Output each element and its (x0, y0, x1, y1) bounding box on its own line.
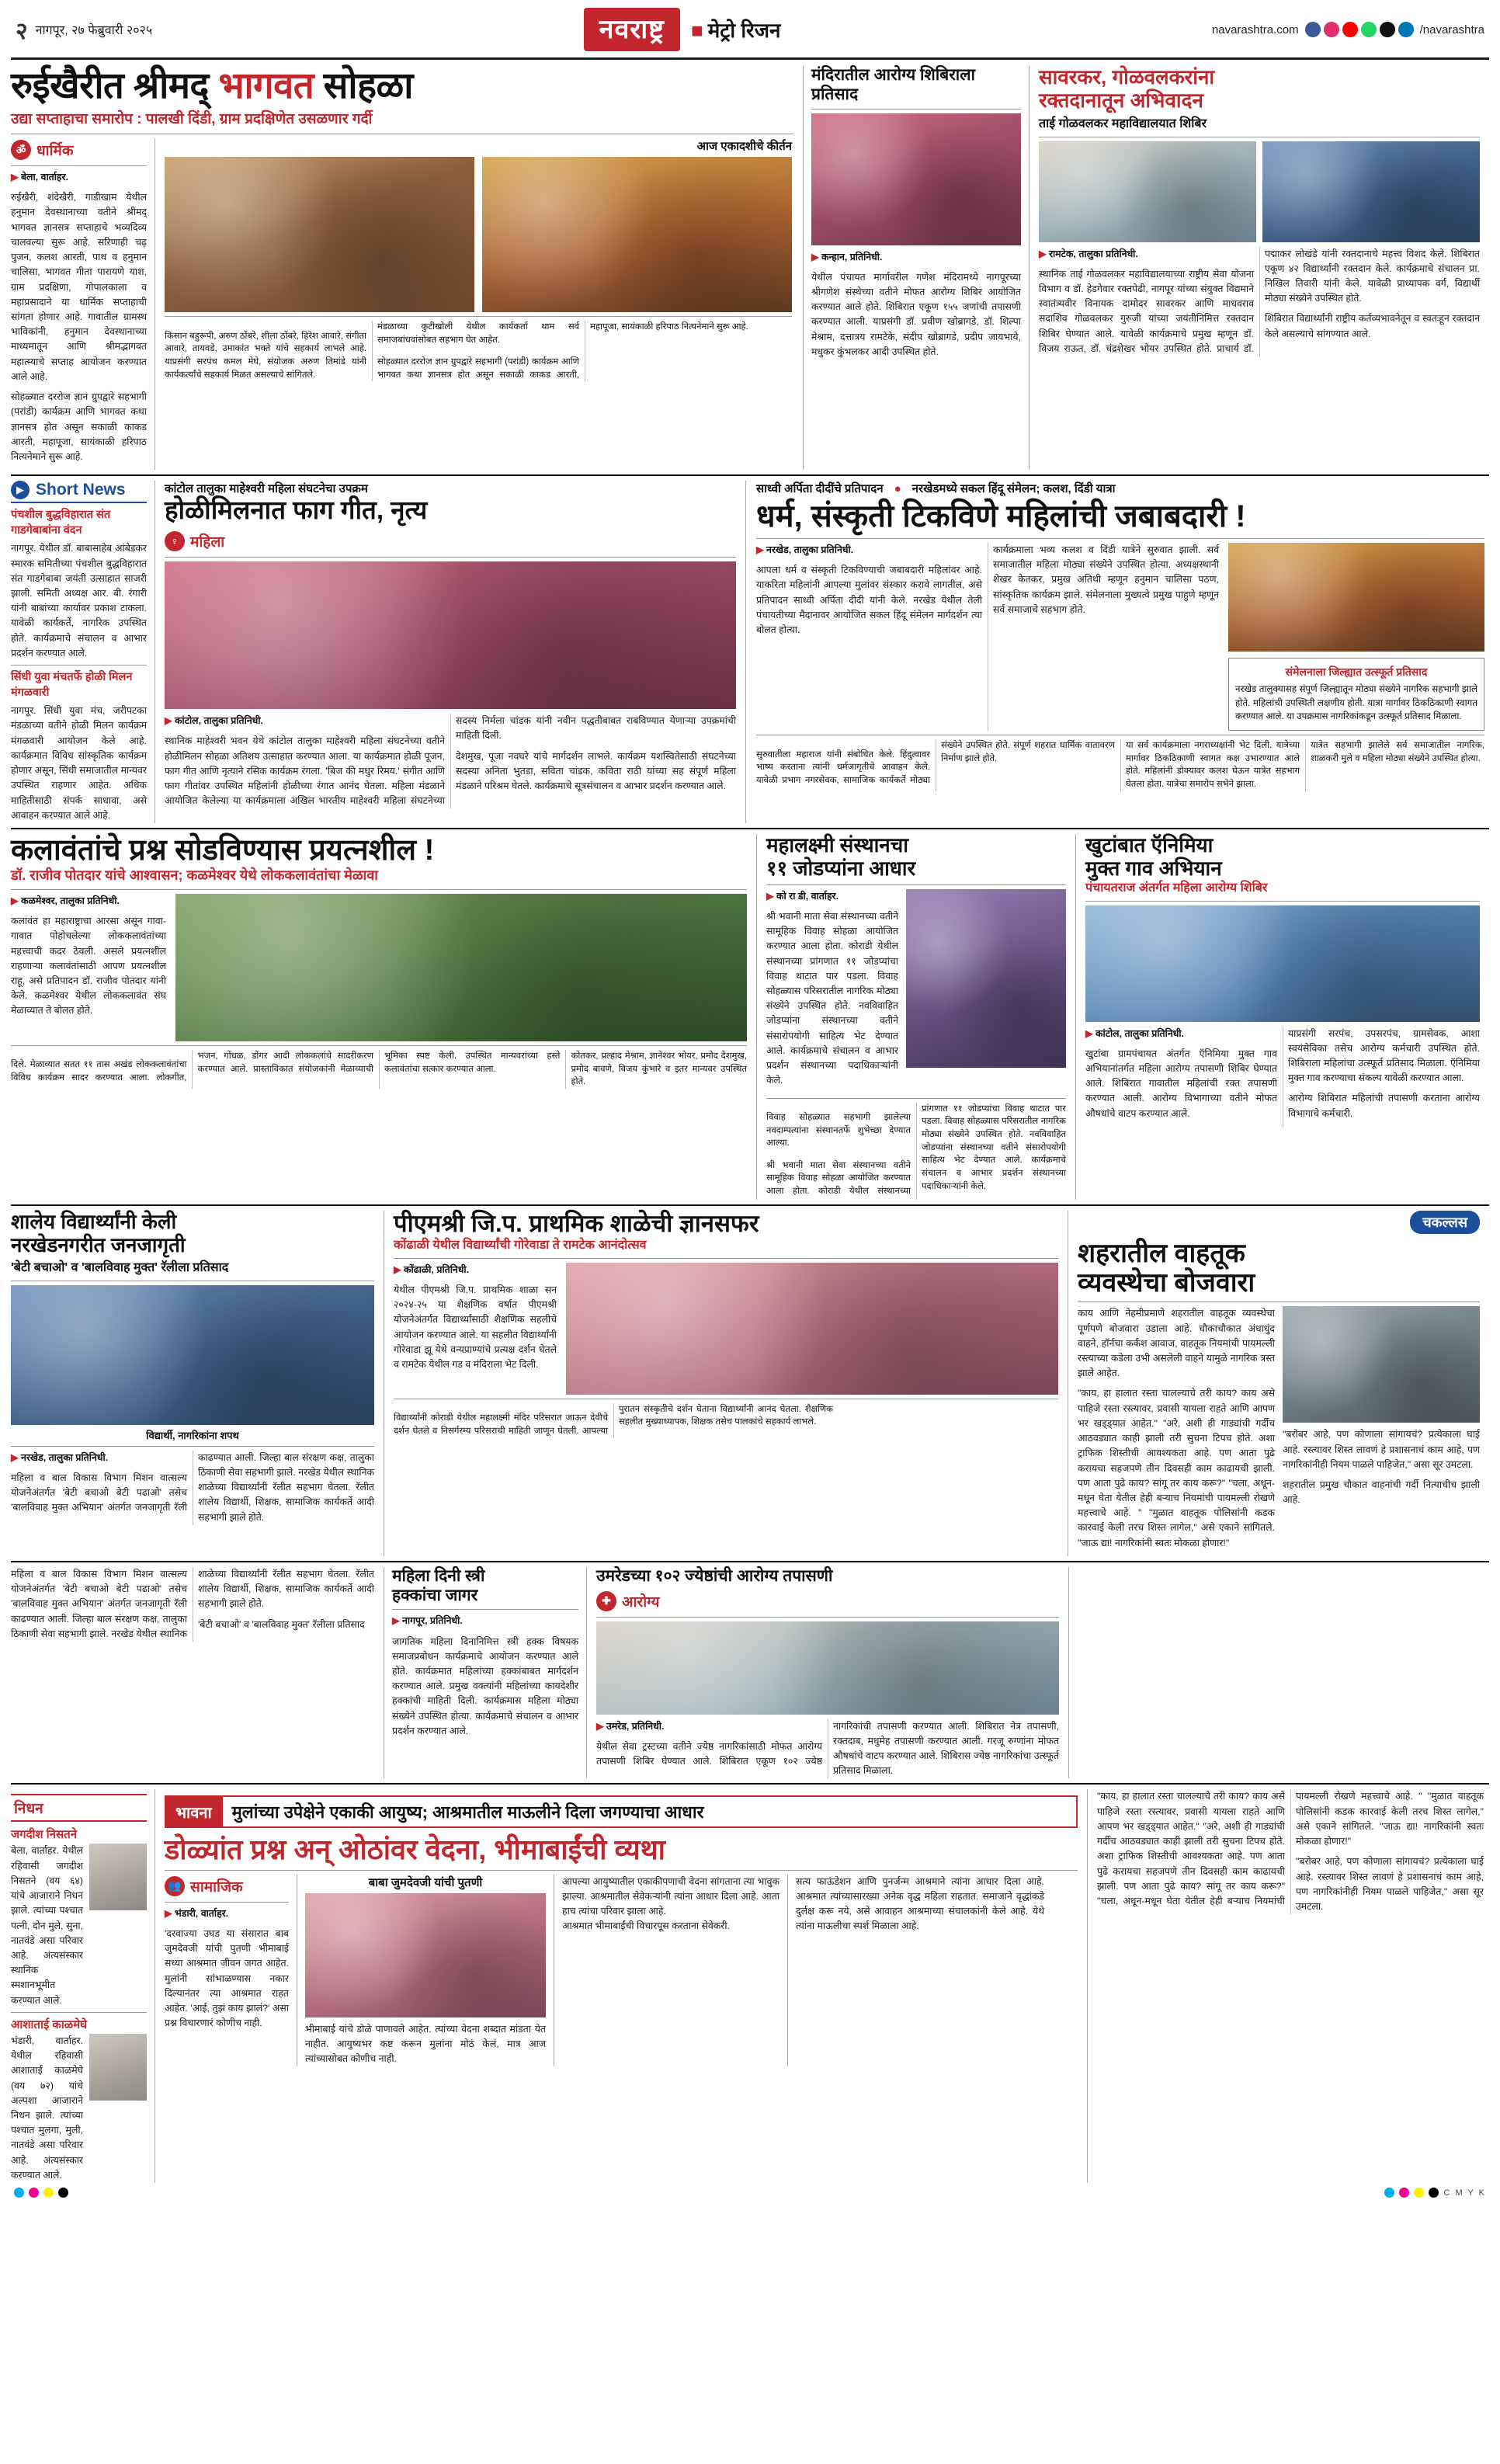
anemia-subhead: पंचायतराज अंतर्गत महिला आरोग्य शिबिर (1085, 881, 1268, 895)
yellow-dot-icon (43, 2188, 54, 2198)
health-camp-body: ▶ उमरेड, प्रतिनिधी. येथील सेवा ट्रस्टच्या वतीने ज्येष्ठ नागरिकांसाठी मोफत आरोग्य तपासणी शिबिर घेण्यात आले. शिबिरात एकूण १०२ ज्येष्ठ नागरिकांची तपासणी करण्यात आली. शिबिरात नेत्र तपासणी, रक्तदाब, मधुमेह तपासणी करण्यात आली. गरजू रुग्णांना मोफत औषधांचे वाटप करण्यात आले. शिबिरास ज्येष्ठ नागरिकांचा उत्स्फूर्त प्रतिसाद मिळाला. (596, 1720, 1059, 1777)
people-icon: 👥 (165, 1876, 185, 1896)
pmshri-photo (566, 1263, 1058, 1395)
lead-photo-1 (165, 157, 474, 312)
x-icon[interactable] (1380, 22, 1395, 37)
womens-day-story (384, 1567, 586, 1779)
women-note-text: नरखेड तालुक्यासह संपूर्ण जिल्ह्यातून मोठ्या संख्येने नागरिक सहभागी झाले होते. महिलांची उपस्थिती लक्षणीय होती. यात्रा मार्गावर ठिकठिकाणी स्वागत करण्यात आले. या उपक्रमास नागरिकांकडून उत्स्फूर्त प्रतिसाद मिळाला. (1235, 683, 1477, 722)
chakallas-pill-wrap (1078, 1211, 1480, 1234)
mahalaxmi-photo (906, 889, 1066, 1068)
obituary-name: जगदीश निसतने (11, 1828, 78, 1842)
dateline: ▶ कांटोल, तालुका प्रतिनिधी. (1085, 1027, 1184, 1039)
school-rally-body: ▶ नरखेड, तालुका प्रतिनिधी. महिला व बाल विकास विभाग मिशन वात्सल्य योजनेअंतर्गत 'बेटी बचाओ बेटी पढाओ' तसेच 'बालविवाह मुक्त अभियान' अंतर्गत जनजागृती रॅली काढण्यात आली. जिल्हा बाल संरक्षण कक्ष, तालुका ठिकाणी सेवा सहभागी झाले. नरखेड येथील स्थानिक शाळेच्या विद्यार्थ्यांनी रॅलीत सहभाग घेतला. रॅलीत शालेय विद्यार्थी, शिक्षक, सामाजिक कार्यकर्ते आदी सहभागी झाले होते. (11, 1451, 374, 1523)
magenta-dot-icon (1399, 2188, 1409, 2198)
footer (11, 2183, 1489, 2198)
dateline: ▶ भंडारी, वार्ताहर. (165, 1907, 229, 1919)
artists-headline: कलावंतांचे प्रश्न सोडविण्यास प्रयत्नशील ! (11, 833, 435, 867)
anemia-headline: खुटांबात ऍनिमिया मुक्त गाव अभियान (1085, 832, 1222, 880)
traffic-headline: शहरातील वाहतूक व्यवस्थेचा बोजवारा (1078, 1239, 1255, 1298)
pmshri-headline: पीएमश्री जि.प. प्राथमिक शाळेची ज्ञानसफर (394, 1210, 759, 1238)
bhavana-caption: आश्रमात भीमाबाईंची विचारपूस करताना सेवेकरी. (562, 1920, 730, 1932)
short-news-item-title[interactable]: पंचशील बुद्धविहारात संत गाडगेबाबांना वंदन (11, 509, 111, 537)
registration-dots-right (1384, 2188, 1486, 2198)
women-body-left: ▶ नरखेड, तालुका प्रतिनिधी. आपला धर्म व संस्कृती टिकविण्याची जबाबदारी महिलांवर आहे. याकरिता महिलांनी आपल्या मुलांवर संस्कार करावे लागतील, असे प्रतिपादन साध्वी अर्पिता दीदी यांनी केले. नरखेड येथील तेली पंचायतीच्या मैदानावर आयोजित सकल हिंदू संमेलन मार्गदर्शन त्या बोलत होत्या. कार्यक्रमाला भव्य कलश व दिंडी यात्रेने सुरुवात झाली. सर्व समाजातील महिला मोठ्या संख्येने उपस्थित होत्या. अध्यक्षस्थानी शेखर केतकर, प्रमुख अतिथी म्हणून हनुमान चालिसा पठण, सांस्कृतिक कार्यक्रम झाले. संमेलनाला मुख्यत्वे प्रमुख पाहुणे म्हणून सर्व समाजाचे सहभाग होते. (756, 544, 1219, 636)
newspaper-icon: ▶ (11, 481, 30, 499)
traffic-right (1283, 1306, 1480, 1556)
social-handle[interactable]: /navarashtra (1419, 23, 1484, 36)
pmshri-subhead: कोंढाळी येथील विद्यार्थ्यांची गोरेवाडा ते रामटेक आनंदोत्सव (394, 1238, 647, 1252)
om-icon: ॐ (11, 140, 31, 160)
mahalaxmi-caption: विवाह सोहळ्यात सहभागी झालेल्या नवदाम्पत्यांना संस्थानतर्फे शुभेच्छा देण्यात आल्या. श्री भवानी माता सेवा संस्थानच्या वतीने सामूहिक विवाह सोहळा आयोजित करण्यात आला होता. कोराडी येथील संस्थानच्या प्रांगणात ११ जोडप्यांचा विवाह थाटात पार पडला. विवाह सोहळ्यास परिसरातील नागरिक मोठ्या संख्येने उपस्थित होते. नवविवाहित जोडप्यांना संस्थानच्या वतीने संसारोपयोगी साहित्य भेट देण्यात आले. कार्यक्रमाचे संचालन व आभार प्रदर्शन संस्थानच्या पदाधिकाऱ्यांनी केले. (766, 1103, 1066, 1196)
linkedin-icon[interactable] (1398, 22, 1414, 37)
obituary-column (11, 1789, 155, 2183)
square-bullet-icon: ■ (691, 19, 703, 42)
women-kicker-right: नरखेडमध्ये सकल हिंदू संमेलन; कलश, दिंडी यात्रा (911, 482, 1116, 496)
masthead-left (16, 14, 152, 46)
school-rally-story (11, 1211, 384, 1556)
obituary-header (11, 1794, 147, 1822)
holi-kicker: कांटोल तालुका माहेश्वरी महिला संघटनेचा उपक्रम (165, 482, 368, 496)
black-dot-icon (58, 2188, 68, 2198)
artists-subhead: डॉ. राजीव पोतदार यांचे आश्वासन; कळमेश्वर येथे लोककलावंतांचा मेळावा (11, 867, 378, 884)
women-side-note (1228, 658, 1484, 731)
school-rally-continued: महिला व बाल विकास विभाग मिशन वात्सल्य योजनेअंतर्गत 'बेटी बचाओ बेटी पढाओ' तसेच 'बालविवाह मुक्त अभियान' अंतर्गत जनजागृती रॅली काढण्यात आली. जिल्हा बाल संरक्षण कक्ष, तालुका ठिकाणी सेवा सहभागी झाले. नरखेड येथील स्थानिक शाळेच्या विद्यार्थ्यांनी रॅलीत सहभाग घेतला. रॅलीत शालेय विद्यार्थी, शिक्षक, सामाजिक कार्यकर्ते आदी सहभागी झाले होते. 'बेटी बचाओ' व 'बालविवाह मुक्त' रॅलीला प्रतिसाद (11, 1568, 374, 1639)
short-news-header (11, 481, 147, 503)
instagram-icon[interactable] (1324, 22, 1339, 37)
temple-health-headline: मंदिरातील आरोग्य शिबिराला प्रतिसाद (811, 66, 975, 103)
temple-health-body: ▶ कन्हान, प्रतिनिधी. येथील पंचायत मार्गावरील गणेश मंदिरामध्ये नागपूरच्या श्रीगणेश संस्थेच्या वतीने मोफत आरोग्य शिबिर आयोजित करण्यात आले होते. शिबिरात एकूण १५५ जणांची तपासणी करण्यात आली. याप्रसंगी डॉ. प्रवीण खोब्रागडे, डॉ. शिल्पा मेश्राम, दत्तात्रय रामटेके, संदीप खोब्रागडे, प्रदीप जायभाये, मधुकर कुंभलकर आदी उपस्थित होते. (811, 251, 1021, 357)
section-tag-mahila: ♀ महिला (165, 530, 224, 553)
website-url[interactable]: navarashtra.com (1211, 23, 1299, 36)
sixth-band (11, 1789, 1489, 2183)
artists-body-left: ▶ कळमेश्वर, तालुका प्रतिनिधी. कलावंत हा महाराष्ट्राचा आरसा असून गावा-गावात पोहोचलेल्या लोककलावंतांच्या महत्त्वाची कदर ठेवली. असले प्रयत्नशील राहणाऱ्या कलावंतांसाठी आपण प्रयत्नशील राहू, असे प्रतिपादन डॉ. राजीव पोतदार यांनी केले. कळमेश्वर येथील लोककलावंत संघ मेळाव्यात ते बोलत होते. (11, 895, 166, 1017)
bhavana-col-3 (554, 1875, 787, 2067)
edition-date: नागपूर, २७ फेब्रुवारी २०२५ (35, 24, 153, 37)
dateline: ▶ नरखेड, तालुका प्रतिनिधी. (11, 1451, 109, 1463)
blood-donation-story (1030, 66, 1480, 470)
traffic-story (1068, 1211, 1480, 1556)
top-section (11, 66, 1489, 470)
bhavana-headline: डोळ्यांत प्रश्न अन् ओठांवर वेदना, भीमाबाईंची व्यथा (165, 1833, 665, 1866)
women-headline: धर्म, संस्कृती टिकविणे महिलांची जबाबदारी ! (756, 499, 1246, 534)
bhavana-banner (165, 1795, 1078, 1828)
women-responsibility-story (747, 481, 1484, 823)
facebook-icon[interactable] (1305, 22, 1321, 37)
masthead (11, 0, 1489, 60)
temple-health-photo (811, 113, 1021, 245)
dateline: ▶ को रा डी, वार्ताहर. (766, 890, 839, 902)
obituary-portrait (89, 2034, 147, 2101)
dateline: ▶ बेला, वार्ताहर. (11, 172, 69, 183)
traffic-body-left: काय आणि नेहमीप्रमाणे शहरातील वाहतूक व्यवस्थेचा पूर्णपणे बोजवारा उडाला आहे. चौकाचौकात अंधाधुंद वाहने, हॉर्नचा कर्कश आवाज, वाहतूक नियमांची पायमल्ली रस्त्याच्या कडेला उभी असलेली वाहने यामुळे नागरिक त्रस्त झाले आहेत. "काय, हा हालात रस्ता चालल्याचे तरी काय? काय असे पाहिजे रस्ता रस्त्यावर, प्रवासी यायला राहते आणि आपण भर खड्ड्यात आहेत." "अरे, अशी ही गाड्यांची गर्दीच आठवड्यात काही झाली तरी सुचना टिपच होते. अशा ट्राफिक शिस्तीची आवश्यकता आहे. पण आता पुढे करायचा सहजपणे तीन दिवसही काम काढायची झाली. पण आता पुढे काय? सांगू तर काय करू?" "चला, अधून-मधून घेता येतील हेही बऱ्याच नियमांची पायमल्ली रोखणे महत्त्वाचे आहे. " "मुळात वाहतूक पोलिसांनी कडक कारवाई केली तरच शिस्त लागेल," असे एकाने सांगितले. "जाऊ द्या! नागरिकांनी स्वतः मोकळा होणार!" (1078, 1308, 1275, 1548)
health-camp-photo (596, 1621, 1059, 1715)
edition-name: ■ मेट्रो रिजन (691, 19, 781, 42)
obituary-text: भंडारी, वार्ताहर. येथील रहिवासी आशाताई काळमेघे (वय ७२) यांचे अल्पशा आजाराने निधन झाले. त्यांच्या पश्चात मुलगा, मुली, नातवंडे असा परिवार आहे. अंत्यसंस्कार करण्यात आले. (11, 2035, 83, 2181)
holi-body: ▶ कांटोल, तालुका प्रतिनिधी. स्थानिक माहेश्वरी भवन येथे कांटोल तालुका माहेश्वरी महिला संघटनेच्या वतीने होळीमिलन सोहळा अतिशय उत्साहात करण्यात आला. या कार्यक्रमात होळी पूजन, फाग गीत आणि नृत्याने रसिक कार्यक्रम रंगला. 'बिज की मधुर रिमय.' संगीत आणि फाग गीतांवर उपस्थित महिलांनी होळीच्या रंगात आनंद घेतला. महिला मंडळाने आयोजित केलेल्या या कार्यक्रमाला अखिल भारतीय माहेश्वरी महिला संघटनेच्या सदस्य निर्मला चांडक यांनी नवीन पद्धतीबाबत राबविण्यात येणाऱ्या उपक्रमांची माहिती दिली. देशमुख, पूजा नवघरे यांचे मार्गदर्शन लाभले. कार्यक्रम यशस्वितेसाठी संघटनेच्या सदस्या अनिता भुतडा, सविता चांडक, कविता राठी यांच्या सह संपूर्ण महिला मंडळाने परिश्रम घेतले. कार्यक्रमाचे सूत्रसंचालन व आभार प्रदर्शन करण्यात आले. (165, 715, 736, 807)
short-news-column (11, 481, 155, 823)
bhavana-text-3: आपल्या आयुष्यातील एकाकीपणाची वेदना सांगताना त्या भावुक झाल्या. आश्रमातील सेवेकऱ्यांनी त्यांना आधार दिला आहे. आता हाच त्यांचा परिवार झाला आहे. (562, 1875, 780, 1917)
holi-story (155, 481, 745, 823)
dateline: ▶ उमरेड, प्रतिनिधी. (596, 1720, 665, 1732)
traffic-body-continued: "काय, हा हालात रस्ता चालल्याचे तरी काय? काय असे पाहिजे रस्ता रस्त्यावर, प्रवासी यायला राहते आणि आपण भर खड्ड्यात आहेत." "अरे, अशी ही गाड्यांची गर्दीच आठवड्यात काही झाली तरी सुचना टिपच होते. अशा ट्राफिक शिस्तीची आवश्यकता आहे. पण आता पुढे करायचा सहजपणे तीन दिवसही काम काढायची झाली. पण आता पुढे काय? सांगू तर काय करू?" "चला, अधून-मधून घेता येतील हेही बऱ्याच नियमांची पायमल्ली रोखणे महत्त्वाचे आहे. " "मुळात वाहतूक पोलिसांनी कडक कारवाई केली तरच शिस्त लागेल," असे एकाने सांगितले. "जाऊ द्या! नागरिकांनी स्वतः मोकळा होणार!" "बरोबर आहे, पण कोणाला सांगायचं? प्रत्येकाला घाई आहे. रस्त्यावर शिस्त लावणं हे प्रशासनाचं काम आहे, पण नागरिकांनीही नियम पाळले पाहिजेत," असा सूर उमटला. (1097, 1791, 1484, 1913)
fifth-band (11, 1567, 1489, 1779)
obituary-entry (11, 2034, 147, 2183)
bhavana-col-tag (165, 1875, 297, 2067)
bhavana-text-2: भीमाबाई यांचे डोळे पाणावले आहेत. त्यांच्या वेदना शब्दात मांडता येत नाहीत. आयुष्यभर कष्ट करून मुलांना मोठं केलं, मात्र आज त्यांच्यासोबत कोणीच नाही. (305, 2023, 546, 2065)
bhavana-banner-text: मुलांच्या उपेक्षेने एकाकी आयुष्य; आश्रमातील माऊलीने दिला जगण्याचा आधार (223, 1795, 1078, 1828)
dateline: ▶ कन्हान, प्रतिनिधी. (811, 251, 883, 262)
bhavana-col-photo (297, 1875, 554, 2067)
short-news-item-text: नागपूर. येथील डॉ. बाबासाहेब आंबेडकर स्मारक समितीच्या पंचशील बुद्धविहारात संत गाडगेबाबा जयंती उत्साहात साजरी झाली. समिती अध्यक्ष आर. बी. रंगारी यांनी बाबांच्या कार्यावर प्रकाश टाकला. यावेळी कार्यकर्ते, नागरिक उपस्थित होते. कार्यक्रमाचे संचालन व आभार प्रदर्शन करण्यात आले. (11, 543, 147, 659)
short-news-title: Short News (36, 481, 126, 499)
dateline: ▶ रामटेक, तालुका प्रतिनिधी. (1039, 248, 1138, 259)
dateline: ▶ नागपूर, प्रतिनिधी. (392, 1615, 463, 1627)
traffic-body-right: "बरोबर आहे, पण कोणाला सांगायचं? प्रत्येकाला घाई आहे. रस्त्यावर शिस्त लावणं हे प्रशासनाचं काम आहे, पण नागरिकांनीही नियम पाळले पाहिजेत," असा सूर उमटला. शहरातील प्रमुख चौकात वाहनांची गर्दी नित्याचीच झाली आहे. (1283, 1429, 1480, 1506)
women-body-bottom: सुरुवातीला महाराज यांनी संबोधित केले. हिंदुत्वावर भाष्य करताना त्यांनी धर्मजागृतीचे आवाहन केले. यावेळी प्रभाग नगरसेवक, सामाजिक कार्यकर्ते मोठ्या संख्येने उपस्थित होते. संपूर्ण शहरात धार्मिक वातावरण निर्माण झाले होते. या सर्व कार्यक्रमाला नगराध्यक्षांनी भेट दिली. यात्रेच्या मार्गावर ठिकठिकाणी स्वागत कक्ष उभारण्यात आले होते. महिलांनी डोक्यावर कलश घेऊन यात्रेत सहभाग घेतला होता. यात्रेचा समारोप सभेने झाला. यात्रेत सहभागी झालेले सर्व समाजातील नागरिक, शाळकरी मुले व महिला मोठ्या संख्येने उपस्थित होत्या. (756, 741, 1484, 790)
masthead-right (1212, 22, 1484, 37)
obituary-tag: निधन (14, 1801, 43, 1818)
youtube-icon[interactable] (1342, 22, 1358, 37)
anemia-photo (1085, 905, 1480, 1022)
dateline: ▶ नरखेड, तालुका प्रतिनिधी. (756, 544, 854, 555)
school-rally-photo (11, 1285, 374, 1425)
second-band (11, 481, 1489, 823)
yellow-dot-icon (1414, 2188, 1424, 2198)
anemia-body: ▶ कांटोल, तालुका प्रतिनिधी. खुटांबा ग्रामपंचायत अंतर्गत ऍनिमिया मुक्त गाव अभियानांतर्गत महिला आरोग्य तपासणी शिबिर घेण्यात आले. शिबिरात गावातील महिलांची रक्त तपासणी करण्यात आली. आरोग्य विभागाच्या वतीने मोफत औषधांचे वाटप करण्यात आले. याप्रसंगी सरपंच, उपसरपंच, ग्रामसेवक, आशा स्वयंसेविका तसेच आरोग्य कर्मचारी उपस्थित होते. शिबिराला महिलांचा उत्स्फूर्त प्रतिसाद मिळाला. ऍनिमिया मुक्त गाव करण्याचा संकल्प यावेळी करण्यात आला. आरोग्य शिबिरात महिलांची तपासणी करताना आरोग्य विभागाचे कर्मचारी. (1085, 1027, 1480, 1119)
blood-donation-body: ▶ रामटेक, तालुका प्रतिनिधी. स्थानिक ताई गोळवलकर महाविद्यालयाच्या राष्ट्रीय सेवा योजना विभाग व डॉ. हेडगेवार रक्तपेढी, नागपूर यांच्या संयुक्त विद्यमाने स्वातंत्र्यवीर विनायक दामोदर सावरकर आणि माधवराव सदाशिव गोळवलकर गुरुजी यांच्या जयंतीनिमित्त रक्तदान शिबिर घेण्यात आले. यावेळी कार्यक्रमाचे प्रमुख म्हणून डॉ. विजय राऊत, डॉ. चंद्रशेखर भोयर उपस्थित होते. प्राचार्य डॉ. पद्माकर लोखंडे यांनी रक्तदानाचे महत्त्व विशद केले. शिबिरात एकूण ४२ विद्यार्थ्यांनी रक्तदान केले. कार्यक्रमाचे संचालन प्रा. निखिल तिवारी यांनी केले. यावेळी प्राध्यापक वर्ग, विद्यार्थी मोठ्या संख्येने उपस्थित होते. शिबिरात विद्यार्थ्यांनी राष्ट्रीय कर्तव्यभावनेतून व स्वतःहून रक्तदान केले असल्याचे सांगण्यात आले. (1039, 248, 1480, 354)
lead-photo-2 (482, 157, 792, 312)
bhavana-label: भावना (165, 1795, 223, 1828)
cyan-dot-icon (14, 2188, 24, 2198)
womens-day-headline: महिला दिनी स्त्री हक्कांचा जागर (392, 1566, 485, 1604)
health-camp-headline: उमरेडच्या १०२ ज्येष्ठांची आरोग्य तपासणी (596, 1566, 833, 1585)
women-kicker-left: साध्वी अर्पिता दीदींचे प्रतिपादन (756, 482, 884, 496)
section-tag-samajik: 👥 सामाजिक (165, 1875, 243, 1898)
publication-logo: नवराष्ट्र (584, 8, 680, 51)
dateline: ▶ कोंढाळी, प्रतिनिधी. (394, 1263, 470, 1275)
cyan-dot-icon (1384, 2188, 1394, 2198)
lead-story (11, 66, 803, 470)
pmshri-body-bottom: विद्यार्थ्यांनी कोराडी येथील महालक्ष्मी मंदिर परिसरात जाऊन देवीचे दर्शन घेतले व निसर्गरम्य परिसराची माहिती जाणून घेतली. आपल्या पुरातन संस्कृतीचे दर्शन घेताना विद्यार्थ्यांनी आनंद घेतला. शैक्षणिक सहलीत मुख्याध्यापक, शिक्षक तसेच पालकांचे सहकार्य लाभले. (394, 1404, 833, 1436)
artists-story (11, 834, 756, 1200)
chakallas-pill[interactable]: चकल्लस (1410, 1211, 1480, 1234)
masthead-center (584, 8, 781, 51)
blood-donation-headline: सावरकर, गोळवलकरांना रक्तदानातून अभिवादन (1039, 65, 1215, 112)
dateline: ▶ कांटोल, तालुका प्रतिनिधी. (165, 715, 263, 727)
blood-donation-photo-2 (1262, 141, 1480, 242)
holi-headline: होळीमिलनात फाग गीत, नृत्य (165, 495, 428, 525)
health-icon: ✚ (596, 1591, 616, 1611)
lead-body-col1: ▶ बेला, वार्ताहर. रुईखैरी, शंदेखैरी, गाडीखाम येथील हनुमान देवस्थानाच्या वतीने श्रीमद् भागवत ज्ञानसत्र सप्ताहाचे भव्यदिव्य चालवल्या सुरू आहे. सरिणाही चढ़ पुजन, कलश आरती, पाथ व हनुमान चालिसा, भागवत गीता पारायणे याश, ग्राम प्रदक्षिणा, गोपालकाला व महाप्रसादाने या धार्मिक सप्ताहाची सांगता होणार आहे. गावातील ग्रामस्थ भाविकांनी, हनुमान देवस्थानाच्या माध्यमातून आणि श्रीमद्भागवत महात्म्याचे सप्ताह आयोजन करण्यात आले आहे. सोहळ्यात दररोज ज्ञान ग्रुपद्वारे सहभागी (परांडी) कार्यक्रम आणि भागवत कथा ज्ञानसत्र होत असून सकाळी काकड आरती, महापूजा, सायंकाळी हरिपाठ नित्यनेमाने सुरू आहे. (11, 172, 147, 462)
pmshri-story (384, 1211, 1068, 1556)
artists-photo (175, 894, 747, 1041)
pmshri-body-left: ▶ कोंढाळी, प्रतिनिधी. येथील पीएमश्री जि.प. प्राथमिक शाळा सन २०२४-२५ या शैक्षणिक वर्षात पीएमश्री योजनेअंतर्गत विद्यार्थ्यांसाठी शैक्षणिक सहलीचे आयोजन करण्यात आले. या सहलीत विद्यार्थ्यांनी गोरेवाडा झू येथे वन्यप्राण्यांचे प्रत्यक्ष दर्शन घेतले व रामटेक येथील गड व मंदिराला भेट दिली. (394, 1263, 557, 1371)
artists-photo-wrap (175, 894, 747, 1041)
blood-donation-photo-1 (1039, 141, 1256, 242)
mahalaxmi-headline: महालक्ष्मी संस्थानचा ११ जोडप्यांना आधार (766, 832, 916, 880)
obituary-text: बेला, वार्ताहर. येथील रहिवासी जगदीश निसतने (वय ६४) यांचे आजाराने निधन झाले. त्यांच्या पश्चात पत्नी, दोन मुले, सुना, नातवंडे असा परिवार आहे. अंत्यसंस्कार स्थानिक स्मशानभूमीत करण्यात आले. (11, 1845, 83, 2006)
holi-photo (165, 561, 736, 709)
cmyk-label: C M Y K (1443, 2188, 1486, 2198)
women-note-title: संमेलनाला जिल्ह्यात उत्स्फूर्त प्रतिसाद (1285, 665, 1428, 678)
section-tag-arogya: ✚ आरोग्य (596, 1590, 659, 1613)
page-number: २ (16, 18, 28, 44)
obituary-entry (11, 1844, 147, 2007)
third-band (11, 834, 1489, 1200)
school-rally-subhead: 'बेटी बचाओ' व 'बालविवाह मुक्त' रॅलीला प्रतिसाद (11, 1260, 229, 1274)
lead-subhead: उद्या सप्ताहाचा समारोप : पालखी दिंडी, ग्राम प्रदक्षिणेत उसळणार गर्दी (11, 111, 373, 128)
women-kickers: साध्वी अर्पिता दीदींचे प्रतिपादन ● नरखेडमध्ये सकल हिंदू संमेलन; कलश, दिंडी यात्रा (756, 481, 1116, 496)
section-tag-dharmik: ॐ धार्मिक (11, 138, 73, 162)
mahalaxmi-body: ▶ को रा डी, वार्ताहर. श्री भवानी माता सेवा संस्थानच्या वतीने सामूहिक विवाह सोहळा आयोजित करण्यात आला होता. कोराडी येथील संस्थानच्या प्रांगणात ११ जोडप्यांचा विवाह थाटात पार पडला. विवाह सोहळ्यास परिसरातील नागरिक मोठ्या संख्येने उपस्थित होते. नवविवाहित जोडप्यांना संस्थानच्या वतीने संसारोपयोगी साहित्य भेट देण्यात आले. कार्यक्रमाचे संचालन व आभार प्रदर्शन संस्थानच्या पदाधिकाऱ्यांनी केले. (766, 890, 898, 1086)
women-photo (1228, 543, 1484, 652)
lead-right-column (155, 138, 792, 470)
obituary-portrait (89, 1844, 147, 1910)
artists-body-bottom: दिले. मेळाव्यात सतत ११ तास अखंड लोककलावंतांचा विविध कार्यक्रम सादर करण्यात आला. लोकगीत, भजन, गोंधळ, डोंगर आदी लोककलांचे सादरीकरण करण्यात आले. प्रास्ताविकात संयोजकांनी मेळाव्याची भूमिका स्पष्ट केली. उपस्थित मान्यवरांच्या हस्ते कलावंतांचा सत्कार करण्यात आला. कोतकर, प्रल्हाद मेश्राम, ज्ञानेश्वर भोयर, प्रमोद देशमुख, प्रमोद बावणे, विजय कुंभारे व इतर मान्यवर उपस्थित होते. (11, 1051, 747, 1087)
bhavana-text-1: ▶ भंडारी, वार्ताहर. 'दरवाज्या उघड या संसारात बाब जुमदेवजी यांची पुतणी भीमाबाई सध्या आश्रमात जीवन जगत आहेत. मुलांनी सांभाळण्यास नकार दिल्यानंतर त्या आश्रमात राहत आहेत. 'आई, तुझं काय झालं?' असा प्रश्न विचारणारं कोणीच नाही. (165, 1907, 289, 2029)
traffic-photo (1283, 1306, 1480, 1423)
woman-icon: ♀ (165, 531, 185, 551)
traffic-continued (1088, 1789, 1484, 2183)
obituary-name: आशाताई काळमेघे (11, 2017, 88, 2031)
school-rally-headline: शालेय विद्यार्थ्यांनी केली नरखेडनगरीत जनजागृती (11, 1210, 186, 1257)
social-icons[interactable] (1305, 22, 1414, 37)
bhavana-text-4: सत्य फाऊंडेशन आणि पुनर्जन्म आश्रमाने त्यांना आधार दिला आहे. आश्रमात त्यांच्यासारख्या अनेक वृद्ध महिला राहतात. समाजाने वृद्धांकडे दुर्लक्ष करू नये, असे आवाहन आश्रमाच्या संचालकांनी केले आहे. येथे त्यांना माऊलीचा स्पर्श मिळाला आहे. (796, 1875, 1044, 1932)
blood-donation-subhead: ताई गोळवलकर महाविद्यालयात शिबिर (1039, 116, 1207, 130)
whatsapp-icon[interactable] (1361, 22, 1377, 37)
lead-kicker: आज एकादशीचे कीर्तन (696, 140, 792, 154)
black-dot-icon (1429, 2188, 1439, 2198)
short-news-item-text: नागपूर. सिंधी युवा मंच, जरीपटका मंडळाच्या वतीने होळी मिलन कार्यक्रम मंगळवारी आयोजन केले आहे. कार्यक्रमात विविध सांस्कृतिक कार्यक्रम होणार असून, सिंधी समाजातील मान्यवर उपस्थित राहणार आहेत. अधिक माहितीसाठी संपर्क साधावा, असे आवाहन करण्यात आले आहे. (11, 705, 147, 821)
temple-health-story (804, 66, 1029, 470)
short-news-item-title[interactable]: सिंधी युवा मंचतर्फे होळी मिलन मंगळवारी (11, 671, 133, 699)
bhavana-photo (305, 1893, 546, 2017)
registration-dots-left (14, 2188, 68, 2198)
lead-left-column (11, 138, 155, 470)
magenta-dot-icon (29, 2188, 39, 2198)
dateline: ▶ कळमेश्वर, तालुका प्रतिनिधी. (11, 895, 120, 906)
bhavana-story (155, 1789, 1087, 2183)
bhavana-sub: बाबा जुमदेवजी यांची पुतणी (368, 1875, 483, 1889)
fourth-band (11, 1211, 1489, 1556)
school-rally-caption: विद्यार्थी, नागरिकांना शपथ (146, 1429, 239, 1441)
health-camp-story (587, 1567, 1068, 1779)
lead-headline: रुईखैरीत श्रीमद् भागवत सोहळा (11, 64, 413, 106)
anemia-story (1076, 834, 1480, 1200)
lead-photo-captions: किसान बहुरूपी, अरुण ठोंबरे, शीला ठोंबरे, हिरेश आवारे, संगीता आवारे, तायवडे, उमाकांत भक्ते यांचे सहकार्य लाभले आहे. याप्रसंगी सरपंच कमल मेघे, संयोजक अरुण तिमांडे यांनी कार्यकर्त्यांचे सहकार्य मिळत असल्याचे सांगितले. मंडळाच्या कुटीखोली येथील कार्यकर्ता थाम सर्व समाजबांधवांसोबत सहभाग घेत आहेत. सोहळ्यात दररोज ज्ञान ग्रुपद्वारे सहभागी (परांडी) कार्यक्रम आणि भागवत कथा ज्ञानसत्र होत असून सकाळी काकड आरती, महापूजा, सायंकाळी हरिपाठ नित्यनेमाने सुरू आहे. (165, 322, 748, 380)
women-right-column (1228, 543, 1484, 731)
mahalaxmi-story (757, 834, 1075, 1200)
bhavana-col-4 (788, 1875, 1044, 2067)
womens-day-body: ▶ नागपूर, प्रतिनिधी. जागतिक महिला दिनानिमित्त स्त्री हक्क विषयक समाजप्रबोधन कार्यक्रमाचे आयोजन करण्यात आले होते. कार्यक्रमात महिलांच्या हक्कांबाबत मार्गदर्शन करण्यात आले. प्रमुख वक्त्यांनी महिलांच्या कायदेशीर हक्कांची माहिती दिली. कार्यक्रमास महिला मोठ्या संख्येने उपस्थित होत्या. कार्यक्रमाचे संचालन व आभार प्रदर्शन करण्यात आले. (392, 1615, 578, 1736)
